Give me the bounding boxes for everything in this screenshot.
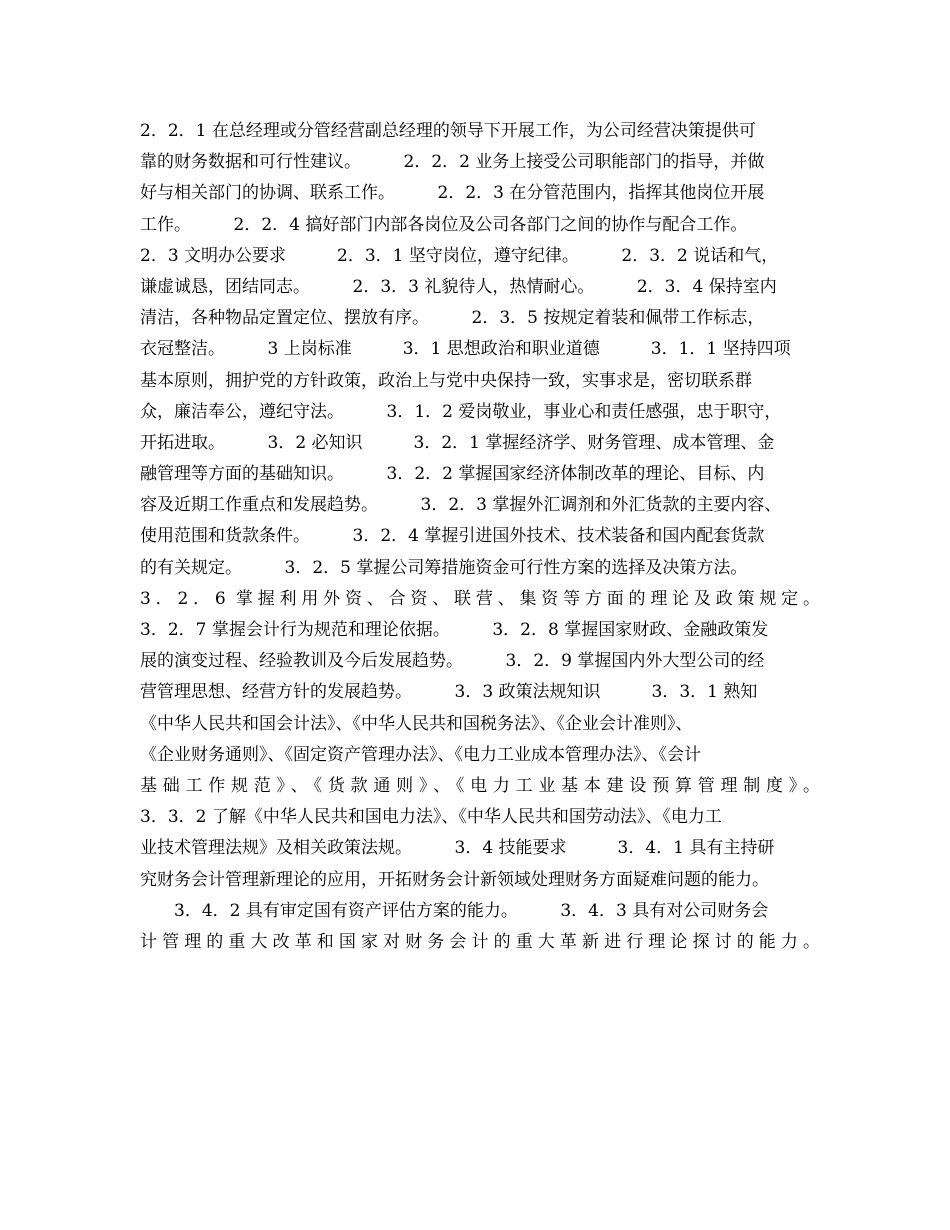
text-line: 计管理的重大改革和国家对财务会计的重大革新进行理论探讨的能力。 bbox=[140, 931, 820, 952]
text-line: 谦虚诚恳，团结同志。 2．3．3 礼貌待人，热情耐心。 2．3．4 保持室内 bbox=[140, 276, 777, 297]
text-line: 开拓进取。 3．2 必知识 3．2．1 掌握经济学、财务管理、成本管理、金 bbox=[140, 432, 775, 453]
body-text bbox=[140, 116, 820, 958]
text-line: 好与相关部门的协调、联系工作。 2．2．3 在分管范围内，指挥其他岗位开展 bbox=[140, 183, 765, 204]
text-line: 3．4．2 具有审定国有资产评估方案的能力。 3．4．3 具有对公司财务会 bbox=[140, 900, 769, 921]
text-line: 靠的财务数据和可行性建议。 2．2．2 业务上接受公司职能部门的指导，并做 bbox=[140, 152, 765, 173]
text-line: 3．2．6 掌握利用外资、合资、联营、集资等方面的理论及政策规定。 bbox=[140, 588, 820, 609]
text-line: 衣冠整洁。 3 上岗标准 3．1 思想政治和职业道德 3．1．1 坚持四项 bbox=[140, 339, 791, 360]
text-line: 清洁，各种物品定置定位、摆放有序。 2．3．5 按规定着装和佩带工作标志， bbox=[140, 308, 765, 329]
text-line: 众，廉洁奉公，遵纪守法。 3．1．2 爱岗敬业，事业心和责任感强，忠于职守， bbox=[140, 401, 782, 422]
text-line: 业技术管理法规》及相关政策法规。 3．4 技能要求 3．4．1 具有主持研 bbox=[140, 838, 775, 859]
text-line: 《企业财务通则》、《固定资产管理办法》、《电力工业成本管理办法》、《会计 bbox=[140, 744, 701, 765]
text-line: 容及近期工作重点和发展趋势。 3．2．3 掌握外汇调剂和外汇货款的主要内容、 bbox=[140, 495, 782, 516]
text-line: 展的演变过程、经验教训及今后发展趋势。 3．2．9 掌握国内外大型公司的经 bbox=[140, 651, 765, 672]
text-line: 3．3．2 了解《中华人民共和国电力法》、《中华人民共和国劳动法》、《电力工 bbox=[140, 807, 722, 828]
text-line: 基本原则，拥护党的方针政策，政治上与党中央保持一致，实事求是，密切联系群 bbox=[140, 370, 752, 391]
text-line: 工作。 2．2．4 搞好部门内部各岗位及公司各部门之间的协作与配合工作。 bbox=[140, 214, 748, 235]
text-line: 使用范围和货款条件。 3．2．4 掌握引进国外技术、技术装备和国内配套货款 bbox=[140, 526, 765, 547]
text-line: 究财务会计管理新理论的应用，开拓财务会计新领域处理财务方面疑难问题的能力。 bbox=[140, 869, 769, 890]
text-line: 2．2．1 在总经理或分管经营副总经理的领导下开展工作，为公司经营决策提供可 bbox=[140, 121, 756, 141]
text-line: 2．3 文明办公要求 2．3．1 坚守岗位，遵守纪律。 2．3．2 说话和气， bbox=[140, 245, 779, 266]
text-line: 营管理思想、经营方针的发展趋势。 3．3 政策法规知识 3．3．1 熟知 bbox=[140, 682, 758, 703]
text-line: 融管理等方面的基础知识。 3．2．2 掌握国家经济体制改革的理论、目标、内 bbox=[140, 464, 765, 485]
text-line: 《中华人民共和国会计法》、《中华人民共和国税务法》、《企业会计准则》、 bbox=[140, 713, 693, 734]
text-line: 基础工作规范》、《货款通则》、《电力工业基本建设预算管理制度》。 bbox=[140, 775, 820, 796]
text-line: 3．2．7 掌握会计行为规范和理论依据。 3．2．8 掌握国家财政、金融政策发 bbox=[140, 620, 769, 640]
text-line: 的有关规定。 3．2．5 掌握公司筹措施资金可行性方案的选择及决策方法。 bbox=[140, 557, 748, 578]
